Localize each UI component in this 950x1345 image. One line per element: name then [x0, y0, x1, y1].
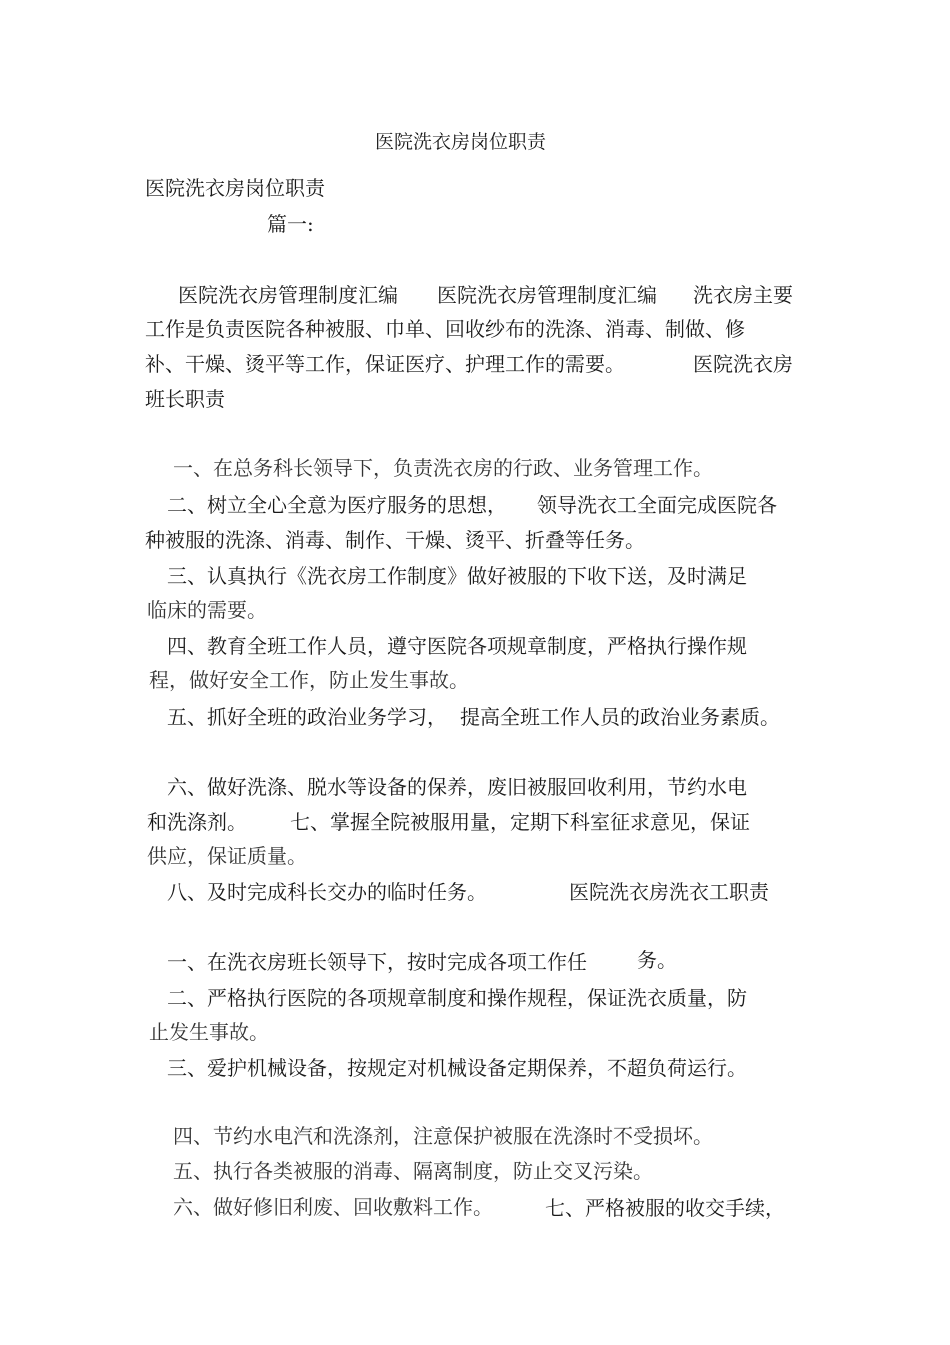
duty-line: 领导洗衣工全面完成医院各 — [537, 493, 777, 517]
duty-line: 程，做好安全工作，防止发生事故。 — [149, 668, 469, 692]
duty-line: 五、抓好全班的政治业务学习， — [167, 705, 447, 729]
duty-line: 一、在总务科长领导下，负责洗衣房的行政、业务管理工作。 — [173, 456, 713, 480]
intro-line: 医院洗衣房管理制度汇编 — [437, 283, 657, 307]
duty-line: 六、做好修旧利废、回收敷料工作。 — [173, 1195, 493, 1219]
duty-line: 三、认真执行《洗衣房工作制度》做好被服的下收下送，及时满足 — [167, 564, 747, 588]
duty-line: 七、掌握全院被服用量，定期下科室征求意见，保证 — [290, 810, 750, 834]
duty-line: 三、爱护机械设备，按规定对机械设备定期保养，不超负荷运行。 — [167, 1056, 747, 1080]
duty-line: 提高全班工作人员的政治业务素质。 — [460, 705, 780, 729]
duty-line: 四、节约水电汽和洗涤剂，注意保护被服在洗涤时不受损坏。 — [173, 1124, 713, 1148]
intro-line: 医院洗衣房 — [693, 352, 793, 376]
duty-line: 六、做好洗涤、脱水等设备的保养，废旧被服回收利用，节约水电 — [167, 775, 747, 799]
intro-line: 补、干燥、烫平等工作，保证医疗、护理工作的需要。 — [145, 352, 625, 376]
intro-line: 班长职责 — [145, 387, 225, 411]
duty-line: 二、严格执行医院的各项规章制度和操作规程，保证洗衣质量，防 — [167, 986, 747, 1010]
intro-line: 洗衣房主要 — [693, 283, 793, 307]
section-heading: 医院洗衣房洗衣工职责 — [569, 880, 769, 904]
duty-line: 四、教育全班工作人员，遵守医院各项规章制度，严格执行操作规 — [167, 634, 747, 658]
duty-line: 务。 — [637, 948, 677, 972]
intro-line: 工作是负责医院各种被服、巾单、回收纱布的洗涤、消毒、制做、修 — [145, 317, 745, 341]
duty-line: 五、执行各类被服的消毒、隔离制度，防止交叉污染。 — [173, 1159, 653, 1183]
duty-line: 二、树立全心全意为医疗服务的思想， — [167, 493, 507, 517]
duty-line: 临床的需要。 — [147, 598, 267, 622]
duty-line: 供应，保证质量。 — [147, 844, 307, 868]
duty-line: 一、在洗衣房班长领导下，按时完成各项工作任 — [167, 950, 587, 974]
duty-line: 止发生事故。 — [149, 1020, 269, 1044]
intro-line: 医院洗衣房管理制度汇编 — [178, 283, 398, 307]
duty-line: 七、严格被服的收交手续， — [545, 1196, 785, 1220]
duty-line: 八、及时完成科长交办的临时任务。 — [167, 880, 487, 904]
duty-line: 和洗涤剂。 — [147, 810, 247, 834]
page-title: 医院洗衣房岗位职责 — [375, 131, 547, 153]
duty-line: 种被服的洗涤、消毒、制作、干燥、烫平、折叠等任务。 — [145, 528, 645, 552]
section-label: 篇一: — [267, 212, 314, 236]
document-subtitle: 医院洗衣房岗位职责 — [145, 176, 325, 200]
